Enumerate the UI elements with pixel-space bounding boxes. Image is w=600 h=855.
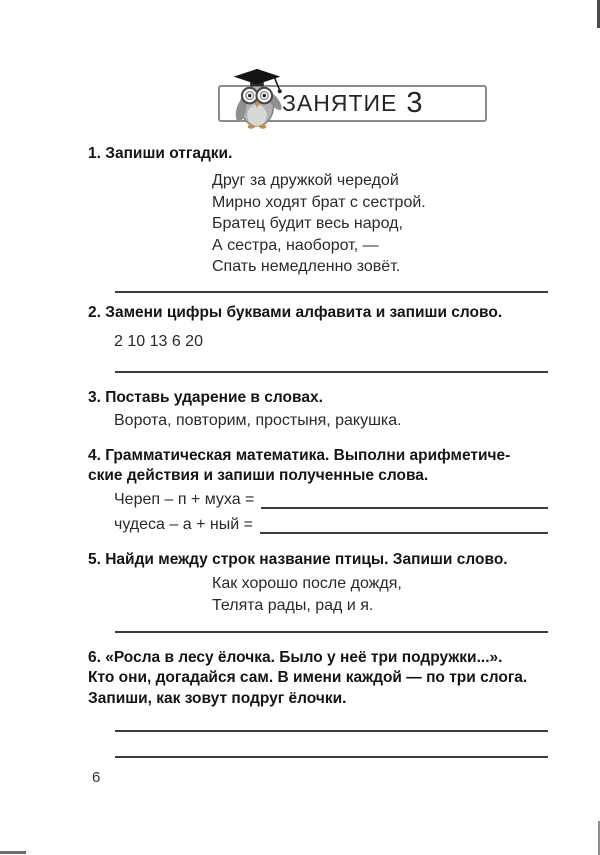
poem-line: Друг за дружкой чередой	[212, 172, 399, 189]
lesson-title: ЗАНЯТИЕ	[282, 90, 398, 116]
answer-line	[115, 756, 548, 758]
equation-row	[114, 516, 548, 534]
answer-line	[115, 291, 548, 293]
exercise-5-heading: 5. Найди между строк название птицы. Запиши слово.	[88, 551, 508, 568]
heading-line: ские действия и запиши полученные слова.	[88, 467, 429, 485]
equation-text: чудеса – а + ный =	[114, 516, 253, 533]
answer-line	[115, 371, 548, 373]
poem-line: Братец будит весь народ,	[212, 215, 403, 233]
page-number: 6	[92, 769, 101, 786]
heading-line: Запиши, как зовут подруг ёлочки.	[88, 689, 347, 707]
exercise-6-heading	[88, 648, 527, 709]
exercise-4-heading	[88, 446, 510, 487]
poem-line: А сестра, наоборот, —	[212, 236, 379, 254]
exercise-1-heading: 1. Запиши отгадки.	[88, 145, 233, 162]
exercise-1-poem	[212, 170, 426, 278]
equation-answer-line	[260, 516, 548, 534]
answer-line	[115, 631, 548, 633]
heading-line: 4. Грамматическая математика. Выполни арифметиче-	[88, 447, 511, 464]
exercise-5-poem	[212, 573, 402, 616]
lesson-number: 3	[406, 87, 423, 119]
equation-text: Череп – п + муха =	[114, 491, 255, 508]
equation-answer-line	[261, 491, 548, 509]
heading-line: 6. «Росла в лесу ёлочка. Было у неё три подружки...».	[88, 649, 503, 666]
owl-graduate-icon	[225, 66, 289, 130]
poem-line: Мирно ходят брат с сестрой.	[212, 193, 426, 211]
equation-row	[114, 491, 548, 509]
exercise-3-heading: 3. Поставь ударение в словах.	[88, 389, 323, 406]
answer-line	[115, 730, 548, 732]
poem-line: Телята рады, рад и я.	[212, 596, 374, 614]
exercise-2-heading: 2. Замени цифры буквами алфавита и запиши слово.	[88, 304, 503, 321]
poem-line: Как хорошо после дождя,	[212, 575, 402, 592]
exercise-2-numbers: 2 10 13 6 20	[114, 333, 203, 350]
exercise-3-words: Ворота, повторим, простыня, ракушка.	[114, 412, 402, 429]
scan-artifact-bottom-left	[0, 851, 26, 854]
heading-line: Кто они, догадайся сам. В имени каждой — по три слога.	[88, 669, 528, 687]
poem-line: Спать немедленно зовёт.	[212, 258, 401, 276]
